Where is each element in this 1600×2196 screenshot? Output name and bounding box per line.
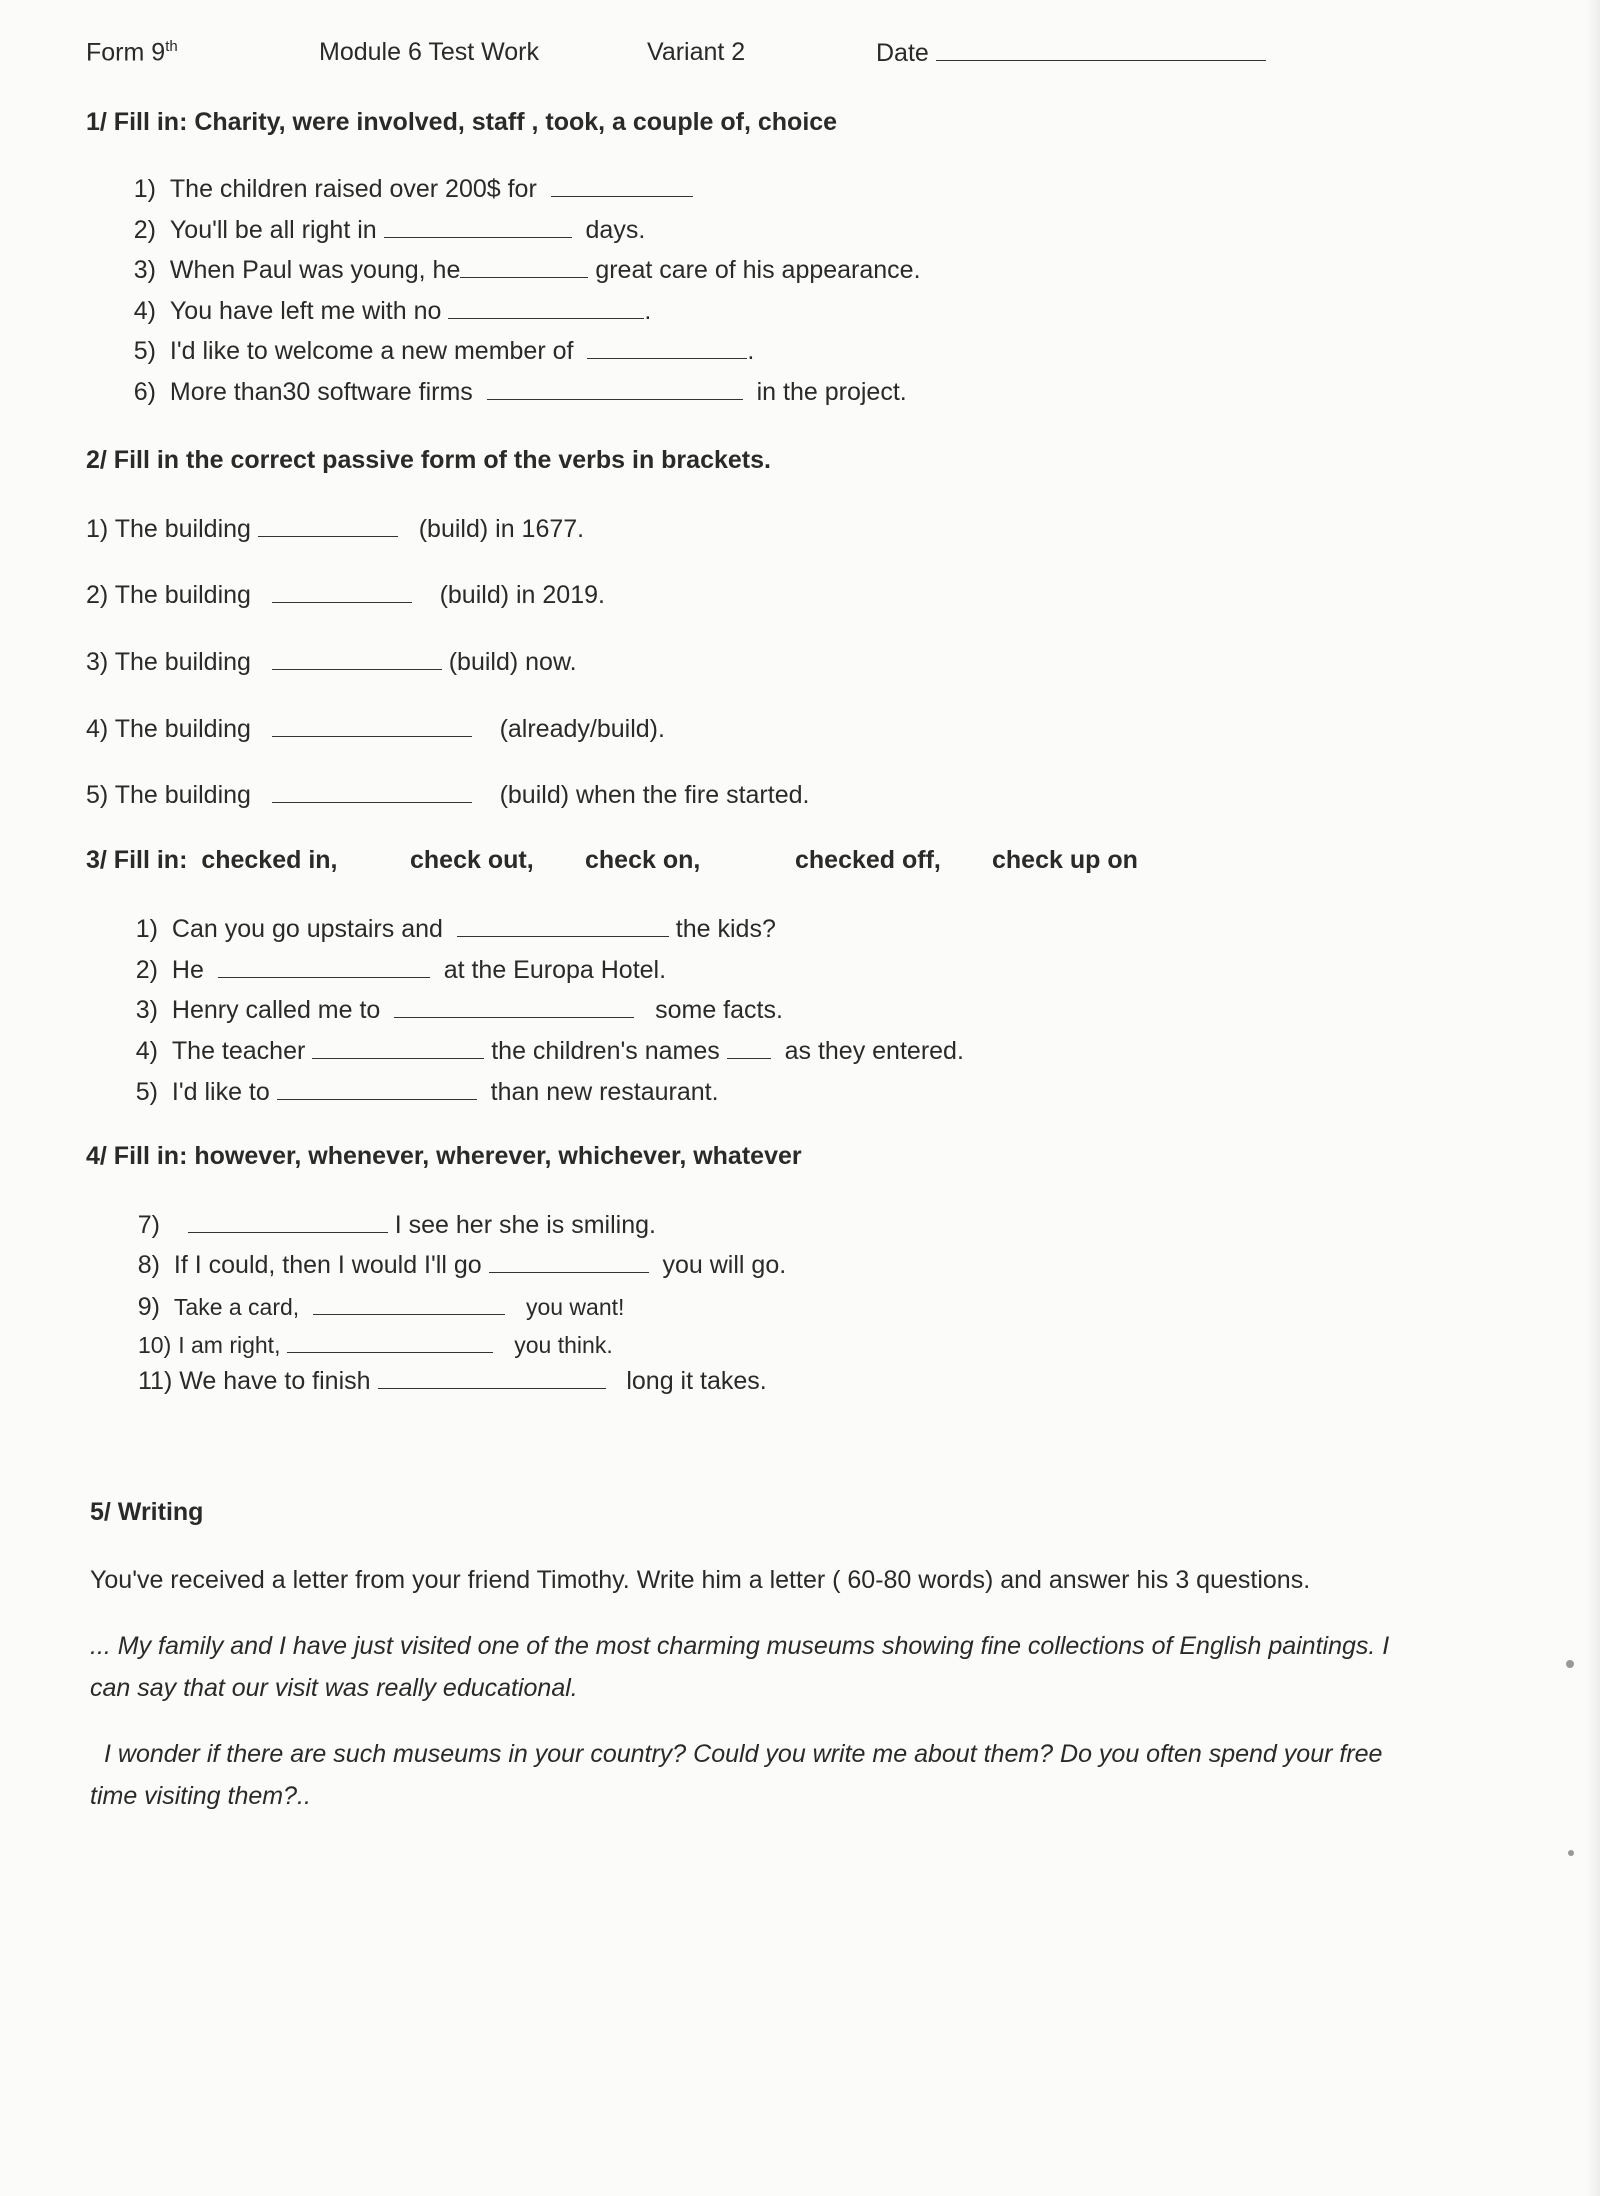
s1-item-2: 2) You'll be all right in days. xyxy=(133,216,646,244)
s2-item-2: 2) The building (build) in 2019. xyxy=(86,581,605,609)
variant-label: Variant 2 xyxy=(647,38,746,66)
letter-line-4: time visiting them?.. xyxy=(90,1782,311,1810)
section5-title: 5/ Writing xyxy=(90,1498,204,1526)
s3-option-5: check up on xyxy=(992,846,1138,874)
section4-title: 4/ Fill in: however, whenever, wherever, whichever, whatever xyxy=(86,1142,802,1170)
s3-item-4: 4) The teacher the children's names as they entered. xyxy=(135,1037,964,1065)
s1-item-3: 3) When Paul was young, he great care of his appearance. xyxy=(133,256,921,284)
letter-line-2: can say that our visit was really educational. xyxy=(90,1674,578,1702)
date-label: Date xyxy=(876,38,1266,68)
s1-blank-2[interactable] xyxy=(384,215,572,238)
s2-item-5: 5) The building (build) when the fire started. xyxy=(86,781,810,809)
s1-blank-5[interactable] xyxy=(587,336,747,359)
form-label: Form 9th xyxy=(86,38,178,67)
writing-instruction: You've received a letter from your friend Timothy. Write him a letter ( 60-80 words) and answer his 3 questions. xyxy=(90,1566,1311,1594)
letter-line-1: ... My family and I have just visited one of the most charming museums showing fine collections of English paintings. I xyxy=(90,1632,1390,1660)
s3-option-2: check out, xyxy=(410,846,534,874)
s3-item-2: 2) He at the Europa Hotel. xyxy=(135,956,667,984)
s2-blank-3[interactable] xyxy=(272,647,442,670)
s1-item-5: 5) I'd like to welcome a new member of . xyxy=(133,337,755,365)
s1-item-6: 6) More than30 software firms in the project. xyxy=(133,378,907,406)
s4-item-7: 7) I see her she is smiling. xyxy=(137,1211,656,1239)
scan-speck xyxy=(1566,1660,1574,1668)
s4-item-9: 9) Take a card, you want! xyxy=(137,1293,625,1321)
s3-item-3: 3) Henry called me to some facts. xyxy=(135,996,783,1024)
s3-option-1: checked in, xyxy=(201,846,338,874)
s4-blank-10[interactable] xyxy=(287,1330,493,1353)
s3-blank-4b[interactable] xyxy=(727,1036,771,1059)
s1-blank-1[interactable] xyxy=(551,174,693,197)
s3-blank-3[interactable] xyxy=(394,995,634,1018)
module-label: Module 6 Test Work xyxy=(319,38,540,66)
s1-item-1: 1) The children raised over 200$ for xyxy=(130,174,693,204)
section1-title: 1/ Fill in: Charity, were involved, staff , took, a couple of, choice xyxy=(86,108,838,136)
s4-item-10: 10) I am right, you think. xyxy=(138,1332,613,1358)
s4-item-8: 8) If I could, then I would I'll go you will go. xyxy=(137,1251,787,1279)
s4-blank-9[interactable] xyxy=(313,1292,505,1315)
s2-blank-1[interactable] xyxy=(258,514,398,537)
s3-option-4: checked off, xyxy=(795,846,941,874)
s4-blank-7[interactable] xyxy=(188,1210,388,1233)
s2-item-1: 1) The building (build) in 1677. xyxy=(86,515,585,543)
s3-item-5: 5) I'd like to than new restaurant. xyxy=(135,1078,719,1106)
s2-blank-4[interactable] xyxy=(272,714,472,737)
s3-option-3: check on, xyxy=(585,846,701,874)
s1-blank-4[interactable] xyxy=(448,296,644,319)
s2-blank-5[interactable] xyxy=(272,780,472,803)
s3-item-1: 1) Can you go upstairs and the kids? xyxy=(135,915,776,943)
s4-blank-8[interactable] xyxy=(489,1250,649,1273)
s3-blank-2[interactable] xyxy=(218,955,430,978)
s3-blank-1[interactable] xyxy=(457,914,669,937)
scan-edge-shadow xyxy=(1586,0,1600,2196)
s1-blank-3[interactable] xyxy=(460,255,588,278)
section2-title: 2/ Fill in the correct passive form of the verbs in brackets. xyxy=(86,446,771,474)
s2-item-4: 4) The building (already/build). xyxy=(86,715,665,743)
s4-blank-11[interactable] xyxy=(378,1366,606,1389)
s1-item-4: 4) You have left me with no . xyxy=(133,297,652,325)
section3-title: 3/ Fill in: checked in, xyxy=(86,846,338,874)
date-field[interactable] xyxy=(936,38,1266,61)
s2-item-3: 3) The building (build) now. xyxy=(86,648,577,676)
s2-blank-2[interactable] xyxy=(272,580,412,603)
s4-item-11: 11) We have to finish long it takes. xyxy=(138,1367,767,1395)
s3-blank-4a[interactable] xyxy=(312,1036,484,1059)
s3-blank-5[interactable] xyxy=(277,1077,477,1100)
letter-line-3: I wonder if there are such museums in your country? Could you write me about them? Do you often spend your free xyxy=(104,1740,1383,1768)
scan-speck xyxy=(1568,1850,1574,1856)
s1-blank-6[interactable] xyxy=(487,377,743,400)
